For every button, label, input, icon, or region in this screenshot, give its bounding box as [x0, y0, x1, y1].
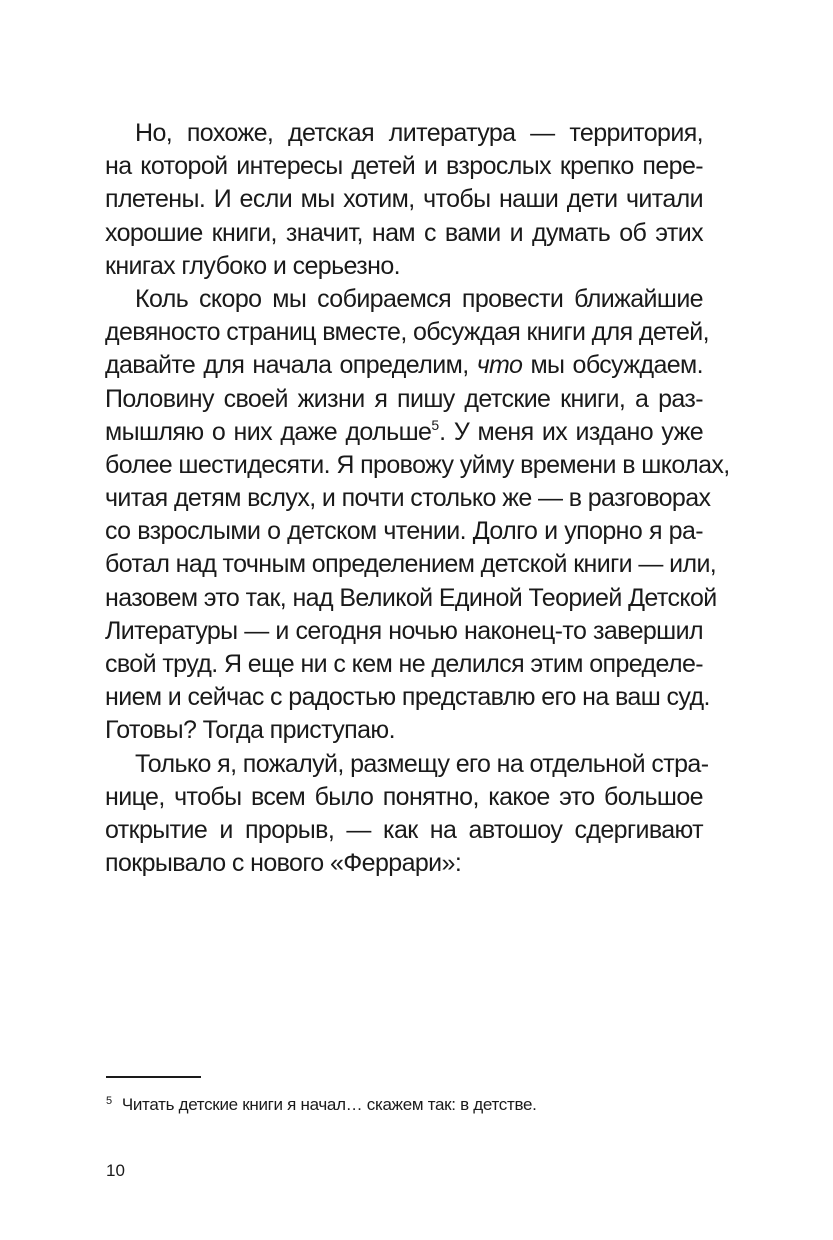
text-line: Коль скоро мы собираемся провести ближайшие: [135, 284, 703, 313]
footnote-number: 5: [106, 1095, 112, 1107]
text-line: нием и сейчас с радостью представлю его на ваш суд.: [105, 683, 710, 712]
text-line: более шестидесяти. Я провожу уйму времени в школах,: [105, 450, 730, 479]
text-line: читая детям вслух, и почти столько же — в разговорах: [105, 484, 711, 513]
footnote: [106, 1094, 706, 1116]
text-line: Только я, пожалуй, размещу его на отдельной стра-: [135, 749, 709, 778]
body-text: [105, 117, 730, 880]
text-line: книгах глубоко и серьезно.: [105, 251, 400, 280]
text-line: девяносто страниц вместе, обсуждая книги для детей,: [105, 318, 709, 347]
text-line: Но, похоже, детская литература — территория,: [135, 119, 703, 147]
footnote-reference[interactable]: 5: [431, 416, 440, 433]
text-segment: мышляю о них даже дольше: [105, 417, 432, 446]
page-number: 10: [106, 1161, 125, 1180]
text-line: Половину своей жизни я пишу детские книги, а раз-: [105, 384, 703, 413]
text-line: свой труд. Я еще ни с кем не делился этим определе-: [105, 650, 703, 678]
text-segment: давайте для начала определим,: [105, 351, 469, 380]
text-line: открытие и прорыв, — как на автошоу сдергивают: [105, 815, 703, 844]
text-line: со взрослыми о детском чтении. Долго и упорно я ра-: [105, 517, 703, 546]
text-segment: мы обсуждаем.: [530, 351, 703, 380]
text-line: плетены. И если мы хотим, чтобы наши дети читали: [105, 185, 703, 214]
text-line: хорошие книги, значит, нам с вами и думать об этих: [105, 218, 703, 247]
text-line: назовем это так, над Великой Единой Теорией Детской: [105, 583, 717, 612]
text-line: покрывало с нового «Феррари»:: [105, 849, 462, 878]
text-line: нице, чтобы всем было понятно, какое это большое: [105, 782, 703, 811]
footnote-text: Читать детские книги я начал… скажем так: в детстве.: [121, 1095, 537, 1114]
text-line: Готовы? Тогда приступаю.: [105, 716, 395, 745]
paragraph-2: [105, 283, 730, 748]
italic-emphasis: что: [476, 351, 523, 380]
paragraph-1: [105, 117, 703, 283]
text-line: на которой интересы детей и взрослых крепко пере-: [105, 152, 703, 181]
text-line: Литературы — и сегодня ночью наконец-то завершил: [105, 616, 703, 645]
text-segment: . У меня их издано уже: [439, 417, 703, 446]
text-line: [105, 416, 703, 449]
text-line: ботал над точным определением детской книги — или,: [105, 550, 717, 579]
footnote-divider: [106, 1076, 201, 1078]
text-line: [105, 349, 703, 382]
paragraph-3: [105, 748, 709, 881]
